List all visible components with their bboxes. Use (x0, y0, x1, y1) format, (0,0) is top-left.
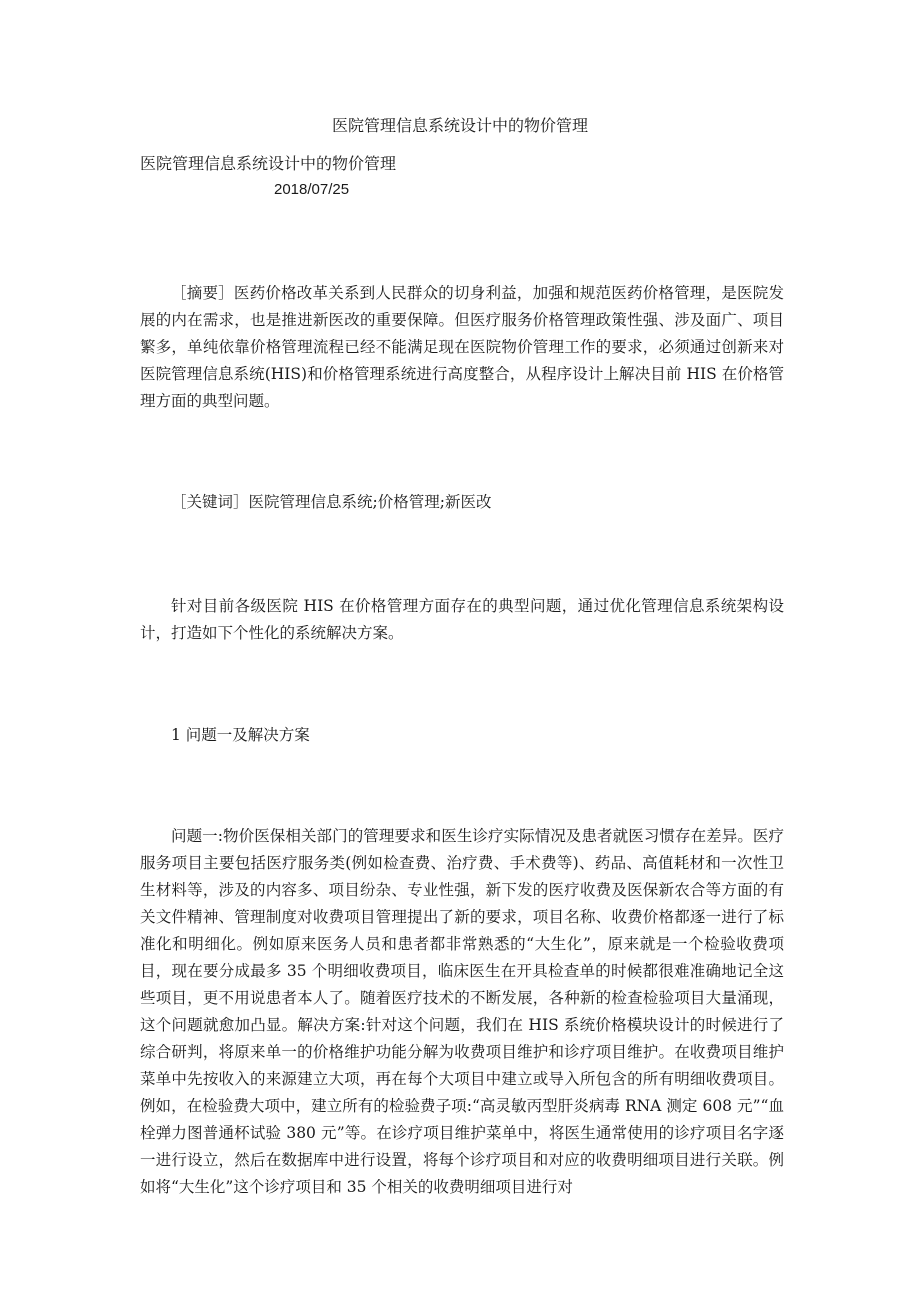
problem-one-paragraph: 问题一:物价医保相关部门的管理要求和医生诊疗实际情况及患者就医习惯存在差异。医疗服务项目主要包括医疗服务类(例如检查费、治疗费、手术费等)、药品、高值耗材和一次性卫生材料等，涉及的内容多、项目纷杂、专业性强，新下发的医疗收费及医保新农合等方面的有关文件精神、管理制度对收费项目管理提出了新的要求，项目名称、收费价格都逐一进行了标准化和明细化。例如原来医务人员和患者都非常熟悉的“大生化”，原来就是一个检验收费项目，现在要分成最多 35 个明细收费项目，临床医生在开具检查单的时候都很难准确地记全这些项目，更不用说患者本人了。随着医疗技术的不断发展，各种新的检查检验项目大量涌现，这个问题就愈加凸显。解决方案:针对这个问题，我们在 HIS 系统价格模块设计的时候进行了综合研判，将原来单一的价格维护功能分解为收费项目维护和诊疗项目维护。在收费项目维护菜单中先按收入的来源建立大项，再在每个大项目中建立或导入所包含的所有明细收费项目。例如，在检验费大项中，建立所有的检验费子项:“高灵敏丙型肝炎病毒 RNA 测定 608 元”“血栓弹力图普通杯试验 380 元”等。在诊疗项目维护菜单中，将医生通常使用的诊疗项目名字逐一进行设立，然后在数据库中进行设置，将每个诊疗项目和对应的收费明细项目进行关联。例如将“大生化”这个诊疗项目和 35 个相关的收费明细项目进行对 (140, 827, 784, 1196)
intro-paragraph: 针对目前各级医院 HIS 在价格管理方面存在的典型问题，通过优化管理信息系统架构设计，打造如下个性化的系统解决方案。 (140, 597, 784, 642)
publish-date: 2018/07/25 (274, 181, 350, 198)
abstract-paragraph: ［摘要］医药价格改革关系到人民群众的切身利益，加强和规范医药价格管理，是医院发展的内在需求，也是推进新医改的重要保障。但医疗服务价格管理政策性强、涉及面广、项目繁多，单纯依靠价格管理流程已经不能满足现在医院物价管理工作的要求，必须通过创新来对医院管理信息系统(HIS)和价格管理系统进行高度整合，从程序设计上解决目前 HIS 在价格管理方面的典型问题。 (140, 284, 784, 410)
section-heading: 1 问题一及解决方案 (171, 726, 310, 744)
document-subtitle: 医院管理信息系统设计中的物价管理 (140, 154, 397, 173)
keywords-paragraph: ［关键词］医院管理信息系统;价格管理;新医改 (171, 493, 492, 511)
page-title: 医院管理信息系统设计中的物价管理 (331, 116, 588, 135)
